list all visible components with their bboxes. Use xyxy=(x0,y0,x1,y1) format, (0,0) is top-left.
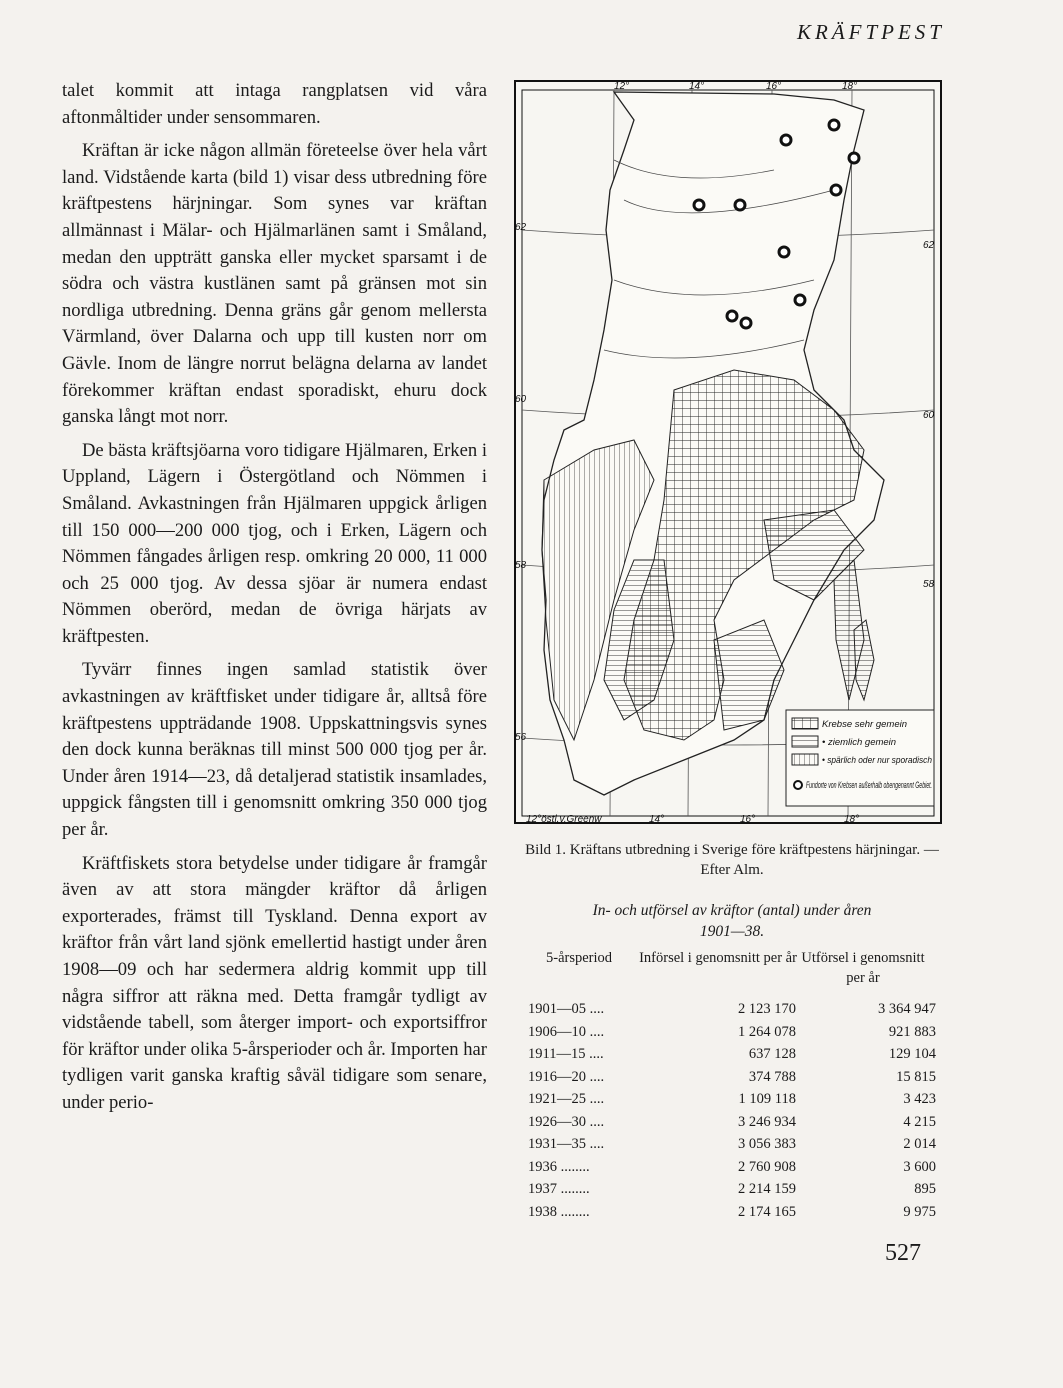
table-row xyxy=(520,1043,944,1066)
lat-label-right: 60 xyxy=(923,410,935,421)
sweden-crayfish-map xyxy=(514,80,942,824)
table-row xyxy=(520,1111,944,1134)
cell-out: 15 815 xyxy=(896,1068,936,1085)
find-site-marker xyxy=(781,135,791,145)
lon-label-bottom: 12°östl.v.Greenw xyxy=(526,814,602,825)
cell-period: 1916—20 .... xyxy=(528,1068,605,1085)
table-header xyxy=(520,948,944,988)
cell-period: 1937 ........ xyxy=(528,1181,590,1197)
cell-out: 895 xyxy=(914,1181,936,1197)
cell-out: 129 104 xyxy=(888,1046,936,1062)
cell-in: 2 760 908 xyxy=(738,1158,796,1175)
header-import: Införsel i genomsnitt per år xyxy=(639,950,797,966)
cell-in: 2 174 165 xyxy=(738,1203,796,1220)
find-site-marker xyxy=(694,200,704,210)
legend-text: • ziemlich gemein xyxy=(822,737,897,748)
cell-period: 1921—25 .... xyxy=(528,1091,605,1107)
table-row xyxy=(520,1133,944,1156)
find-site-marker xyxy=(849,153,859,163)
cell-in: 3 246 934 xyxy=(738,1113,796,1130)
lon-label-top: 12° xyxy=(614,81,630,92)
cell-period: 1911—15 .... xyxy=(528,1046,604,1062)
find-site-marker xyxy=(779,247,789,257)
find-site-marker xyxy=(831,185,841,195)
cell-in: 1 109 118 xyxy=(738,1091,796,1107)
cell-period: 1901—05 .... xyxy=(528,1001,605,1017)
cell-out: 3 364 947 xyxy=(878,1001,936,1017)
find-site-marker xyxy=(829,120,839,130)
cell-out: 9 975 xyxy=(903,1203,936,1220)
cell-period: 1926—30 .... xyxy=(528,1113,605,1130)
table-row xyxy=(520,1021,944,1044)
legend-text: • spärlich oder nur sporadisch xyxy=(822,755,932,766)
table-row xyxy=(520,998,944,1021)
table-row xyxy=(520,1178,944,1201)
running-header: KRÄFTPEST xyxy=(796,20,945,44)
cell-in: 637 128 xyxy=(748,1046,796,1062)
paragraph-1: talet kommit att intaga rangplatsen vid våra aftonmåltider under sensommaren. xyxy=(62,80,487,128)
legend-text: Krebse sehr gemein xyxy=(822,719,908,730)
lat-label-right: 62 xyxy=(923,240,935,251)
cell-out: 4 215 xyxy=(903,1113,936,1130)
header-period: 5-årsperiod xyxy=(545,950,613,966)
cell-period: 1906—10 .... xyxy=(528,1023,605,1040)
lat-label-right: 58 xyxy=(923,579,935,590)
header-export: Utförsel i genomsnitt per år xyxy=(801,950,925,986)
paragraph-5: Kräftfiskets stora betydelse under tidigare år framgår även av att stora mängder kräftor då årligen exporterades, främst till Tyskland. Denna export av kräftor från vårt land sjönk emellertid hastigt under åren 1908—09 och har sedermera aldrig kommit upp till några siffror att räkna med. Detta framgår tydligt av vidstående tabell, som återger import- och exportsiffror för kräftor under olika 5-årsperioder och år. Importen har tydligen varit ganska kraftig såväl tidigare som senare, under perio- xyxy=(62,852,487,1113)
page-number: 527 xyxy=(885,1240,921,1266)
lon-label-bottom: 18° xyxy=(844,814,860,825)
body-text xyxy=(62,78,487,1124)
table-title xyxy=(520,900,944,942)
map-legend xyxy=(786,710,934,806)
figure-caption: Bild 1. Kräftans utbredning i Sverige före kräftpestens härjningar. — Efter Alm. xyxy=(525,842,939,878)
lat-label-left: 62 xyxy=(515,222,527,233)
table-row xyxy=(520,1088,944,1111)
cell-out: 2 014 xyxy=(903,1136,936,1152)
paragraph-4: Tyvärr finnes ingen samlad statistik över avkastningen av kräftfisket under tidigare år, alltså före kräftpestens uppträdande 1908. Uppskattningsvis synes den dock kunna beräknas till minst 500 000 tjog per år. Under åren 1914—23, då detaljerad statistik insamlades, uppgick fångsten till i genomsnitt omkring 350 000 tjog per år. xyxy=(62,659,487,841)
cell-period: 1936 ........ xyxy=(528,1158,590,1175)
lon-label-top: 14° xyxy=(689,81,705,92)
import-export-table xyxy=(520,948,944,1223)
find-site-marker xyxy=(727,311,737,321)
cell-in: 2 214 159 xyxy=(738,1181,796,1197)
lon-label-top: 16° xyxy=(766,81,782,92)
find-site-marker xyxy=(741,318,751,328)
lat-label-left: 58 xyxy=(515,560,527,571)
cell-period: 1931—35 .... xyxy=(528,1136,605,1152)
table-row xyxy=(520,1201,944,1224)
table-title-line2: 1901—38. xyxy=(699,923,765,940)
cell-in: 374 788 xyxy=(748,1068,796,1085)
cell-in: 2 123 170 xyxy=(738,1001,796,1017)
cell-out: 3 600 xyxy=(903,1158,936,1175)
table-row xyxy=(520,1156,944,1179)
legend-text: Fundorte von Krebsen außerhalb obengenannt Gebiet. xyxy=(806,780,932,791)
lon-label-bottom: 16° xyxy=(740,814,756,825)
lat-label-left: 60 xyxy=(515,394,527,405)
table-title-line1: In- och utförsel av kräftor (antal) under åren xyxy=(592,902,872,919)
lon-label-top: 18° xyxy=(842,81,858,92)
lon-label-bottom: 14° xyxy=(649,814,665,825)
lat-label-left: 56 xyxy=(515,732,527,743)
cell-out: 921 883 xyxy=(888,1023,936,1040)
cell-period: 1938 ........ xyxy=(528,1203,590,1220)
paragraph-3: De bästa kräftsjöarna voro tidigare Hjälmaren, Erken i Uppland, Lägern i Östergötland och Nömmen i Småland. Avkastningen från Hjälmaren uppgick årligen till 150 000—200 000 tjog, och i Erken, Lägern och Nömmen fångades årligen resp. omkring 20 000, 11 000 och 25 000 tjog. Av dessa sjöar är numera endast Nömmen oberörd, medan de övriga härjats av kräftpesten. xyxy=(62,439,487,647)
cell-out: 3 423 xyxy=(903,1091,936,1107)
find-site-marker xyxy=(735,200,745,210)
cell-in: 1 264 078 xyxy=(738,1023,796,1040)
cell-in: 3 056 383 xyxy=(738,1136,796,1152)
find-site-marker xyxy=(795,295,805,305)
paragraph-2: Kräftan är icke någon allmän företeelse över hela vårt land. Vidstående karta (bild 1) visar dess utbredning före kräftpestens härjningar. Som synes var kräftan allmännast i Mälar- och Hjälmarlänen samt i Småland, medan den uppträtt ganska eller mycket sparsamt i de södra och västra kustlänen samt på gränsen mot sin nordliga utbredning. Denna gräns går genom mellersta Värmland, över Dalarna och upp till kusten norr om Gävle. Inom de längre norrut belägna delarna av landet förekommer kräftan endast sporadiskt, ehuru dock ganska långt mot norr. xyxy=(62,140,487,428)
table-row xyxy=(520,1066,944,1089)
